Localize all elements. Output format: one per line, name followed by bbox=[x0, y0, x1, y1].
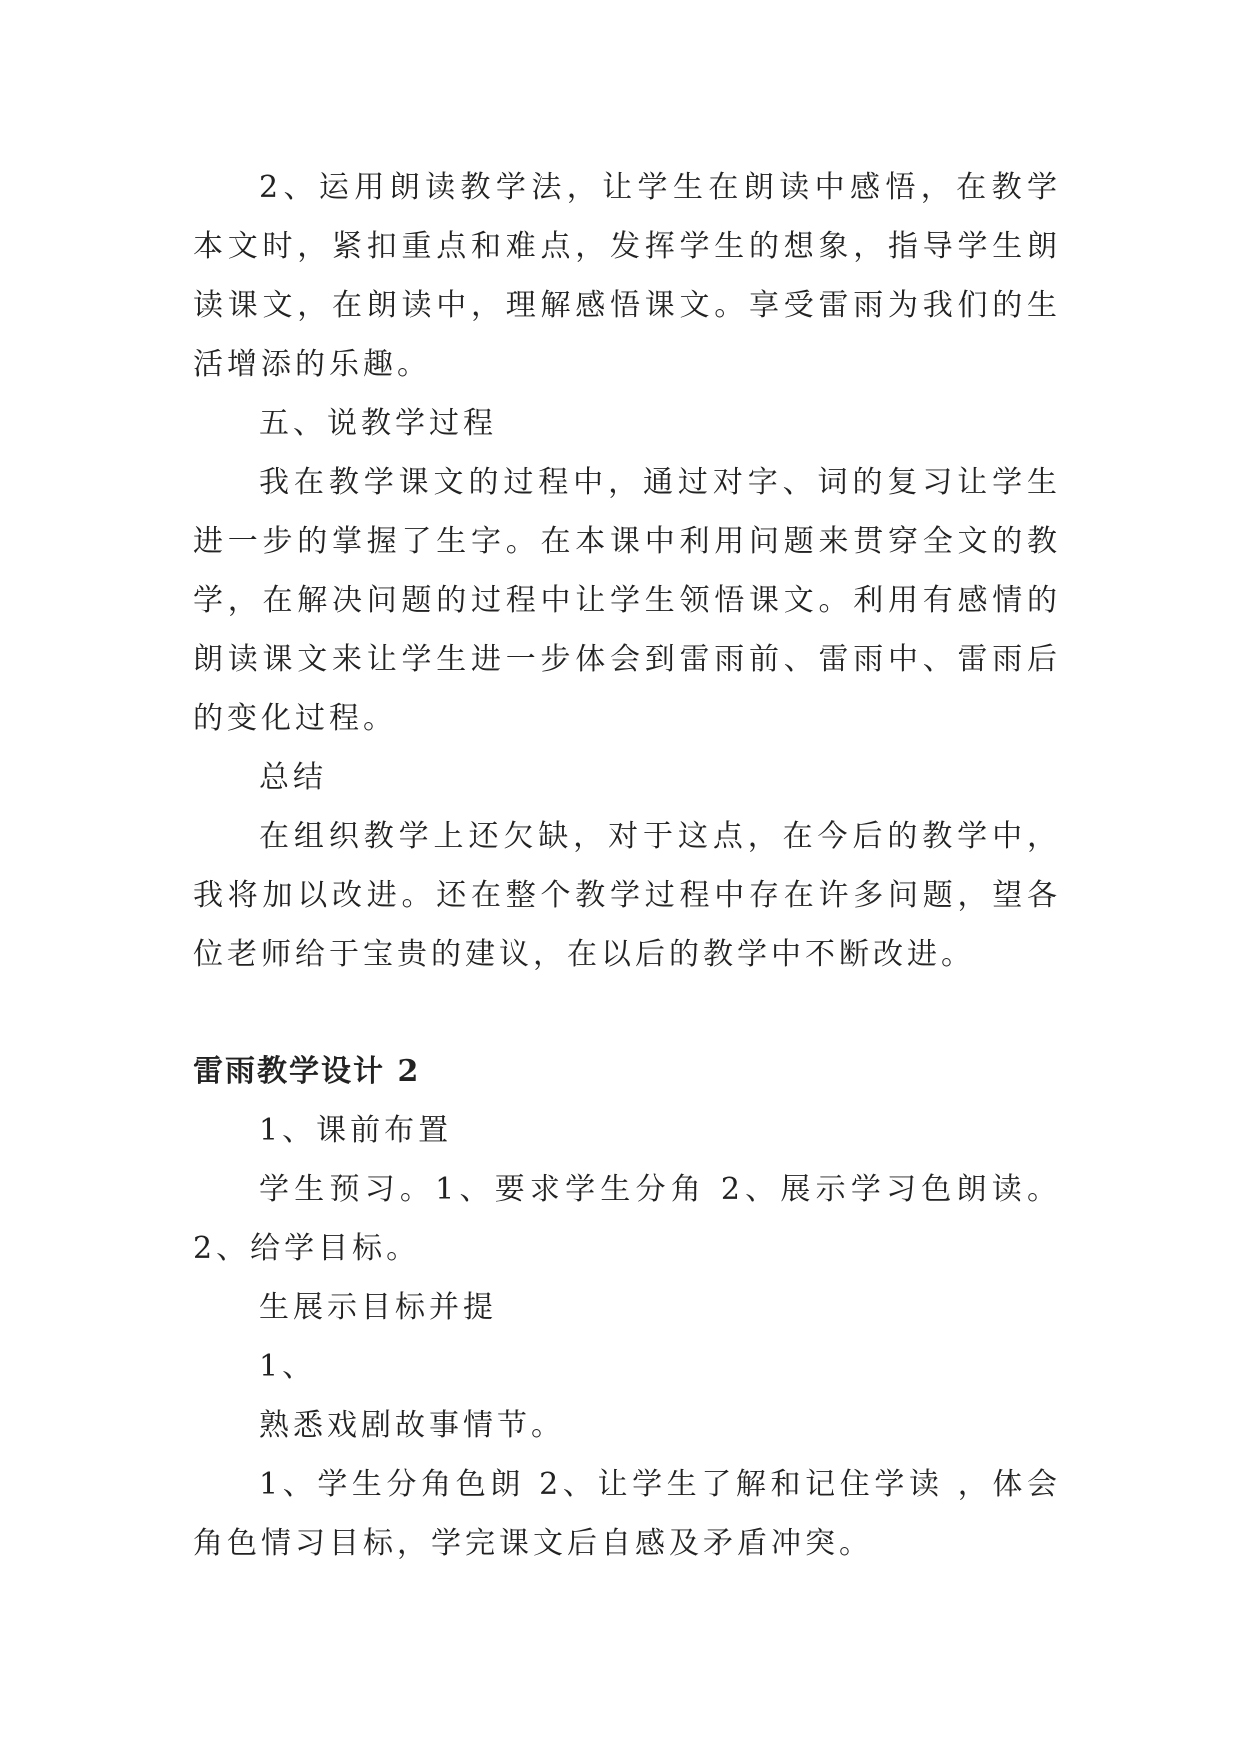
paragraph-teaching-process: 我在教学课文的过程中，通过对字、词的复习让学生进一步的掌握了生字。在本课中利用问题来贯穿全文的教学，在解决问题的过程中让学生领悟课文。利用有感情的朗读课文来让学生进一步体会到雷雨前、雷雨中、雷雨后的变化过程。 bbox=[193, 465, 1061, 736]
heading-pre-class: 1、课前布置 bbox=[259, 1113, 453, 1148]
paragraph-role-reading: 1、学生分角色朗 2、让学生了解和记住学读 ，体会角色情习目标，学完课文后自感及矛盾冲突。 bbox=[193, 1467, 1061, 1561]
heading-teaching-process: 五、说教学过程 bbox=[259, 406, 497, 441]
paragraph-summary: 在组织教学上还欠缺，对于这点，在今后的教学中，我将加以改进。还在整个教学过程中存在许多问题，望各位老师给于宝贵的建议，在以后的教学中不断改进。 bbox=[193, 819, 1061, 972]
document-page bbox=[193, 158, 1061, 1573]
paragraph-show-goals: 生展示目标并提 bbox=[259, 1290, 497, 1325]
heading-summary: 总结 bbox=[259, 760, 327, 795]
paragraph-reading-method: 2、运用朗读教学法，让学生在朗读中感悟，在教学本文时，紧扣重点和难点，发挥学生的想象，指导学生朗读课文，在朗读中，理解感悟课文。享受雷雨为我们的生活增添的乐趣。 bbox=[193, 170, 1061, 382]
paragraph-number-1: 1、 bbox=[259, 1349, 317, 1384]
section-title-design-2: 雷雨教学设计 2 bbox=[193, 1054, 421, 1089]
paragraph-story-plot: 熟悉戏剧故事情节。 bbox=[259, 1408, 565, 1443]
paragraph-preview: 学生预习。1、要求学生分角 2、展示学习色朗读。2、给学目标。 bbox=[193, 1172, 1061, 1266]
